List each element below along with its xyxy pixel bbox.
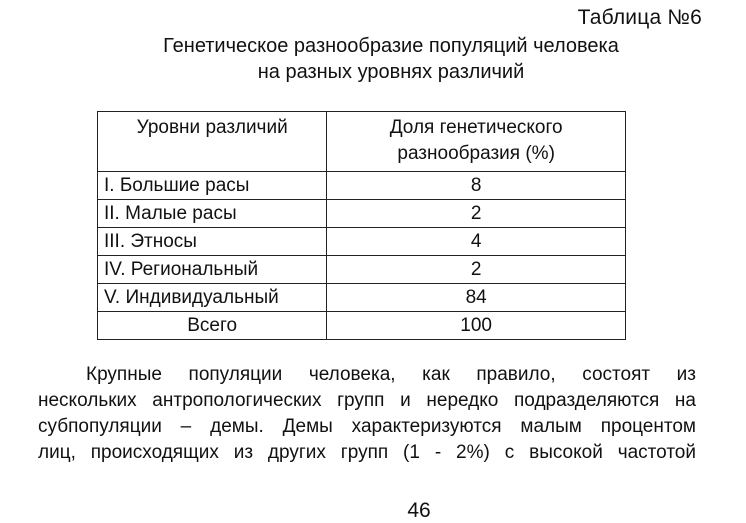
row-level: II. Малые расы [98,200,327,228]
table-row [98,200,626,228]
paragraph-line: субпопуляции – демы. Демы характеризуются малым процентом [38,416,696,437]
table-row [98,256,626,284]
header-share: Доля генетического разнообразия (%) [327,112,626,172]
row-level: I. Большие расы [98,172,327,200]
table-label: Таблица №6 [577,6,702,29]
table-total-row [98,312,626,340]
genetic-diversity-table [97,111,626,340]
row-level-total: Всего [98,312,327,340]
row-value: 4 [327,228,626,256]
body-paragraph [38,362,696,466]
row-value: 8 [327,172,626,200]
row-value: 84 [327,284,626,312]
table-title-line-1: Генетическое разнообразие популяций человека [163,35,619,57]
row-level: III. Этносы [98,228,327,256]
table-row [98,228,626,256]
row-value: 2 [327,256,626,284]
header-levels: Уровни различий [98,112,327,172]
page-number: 46 [407,499,431,522]
row-value: 2 [327,200,626,228]
row-value-total: 100 [327,312,626,340]
table-row [98,284,626,312]
paragraph-line: лиц, происходящих из других групп (1 - 2%) с высокой частотой [38,442,696,463]
paragraph-line: Крупные популяции человека, как правило, состоят из [86,364,696,385]
table-header-row [98,112,626,172]
row-level: V. Индивидуальный [98,284,327,312]
table-row [98,172,626,200]
row-level: IV. Региональный [98,256,327,284]
paragraph-line: нескольких антропологических групп и нередко подразделяются на [38,390,696,411]
table-title-line-2: на разных уровнях различий [257,61,525,83]
